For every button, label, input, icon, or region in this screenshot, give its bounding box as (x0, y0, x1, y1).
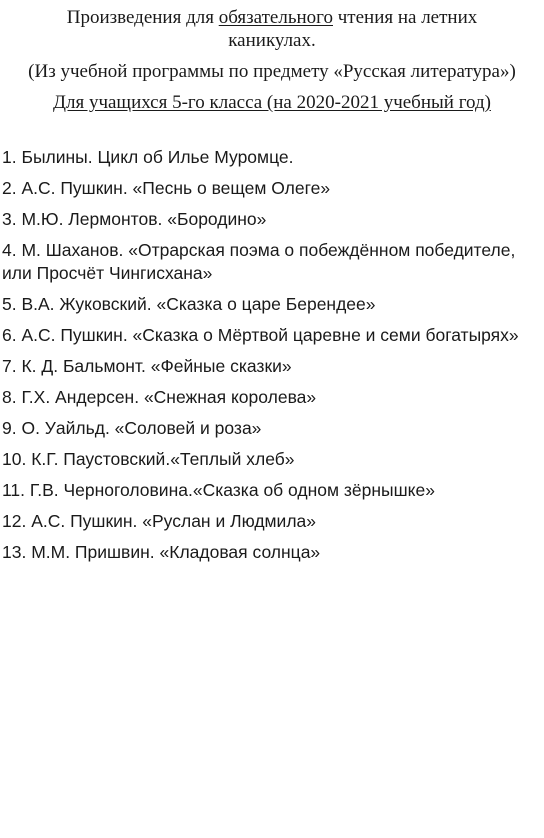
header-line-2: каникулах. (228, 30, 316, 51)
list-item: 5. В.А. Жуковский. «Сказка о царе Берендее» (2, 294, 376, 314)
header-line-1-underlined: обязательного (218, 7, 333, 28)
list-item: 7. К. Д. Бальмонт. «Фейные сказки» (2, 356, 292, 376)
reading-list (2, 146, 537, 572)
list-item: 3. М.Ю. Лермонтов. «Бородино» (2, 209, 267, 229)
list-item: 11. Г.В. Черноголовина.«Сказка об одном зёрнышке» (2, 480, 435, 500)
header-line-1-suffix: чтения на летних (332, 7, 478, 28)
list-item: 2. А.С. Пушкин. «Песнь о вещем Олеге» (2, 178, 331, 198)
list-item: 8. Г.Х. Андерсен. «Снежная королева» (2, 387, 317, 407)
list-item: 4. М. Шаханов. «Отрарская поэма о побеждённом победителе, или Просчёт Чингисхана» (2, 240, 516, 283)
header-line-3: (Из учебной программы по предмету «Русская литература») (28, 61, 516, 82)
list-item: 6. А.С. Пушкин. «Сказка о Мёртвой царевне и семи богатырях» (2, 325, 519, 345)
list-item: 13. М.М. Пришвин. «Кладовая солнца» (2, 542, 321, 562)
header-line-1-prefix: Произведения для (66, 7, 219, 28)
list-item: 10. К.Г. Паустовский.«Теплый хлеб» (2, 449, 295, 469)
list-item: 9. О. Уайльд. «Соловей и роза» (2, 418, 262, 438)
header-line-1 (0, 6, 544, 29)
list-item: 12. А.С. Пушкин. «Руслан и Людмила» (2, 511, 317, 531)
list-item: 1. Былины. Цикл об Илье Муромце. (2, 147, 294, 167)
header-line-4: Для учащихся 5-го класса (на 2020-2021 учебный год) (53, 92, 491, 113)
